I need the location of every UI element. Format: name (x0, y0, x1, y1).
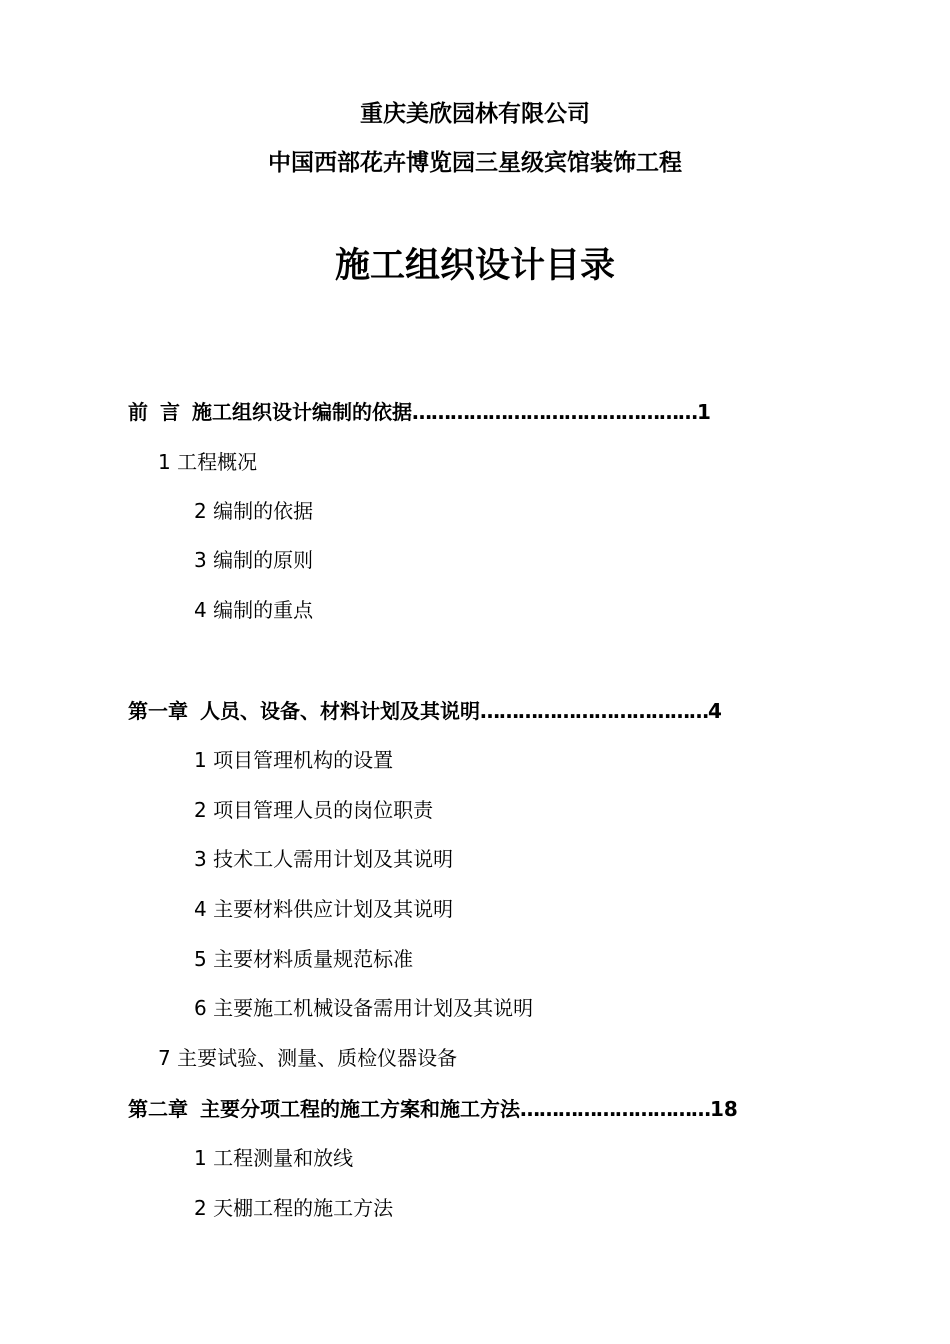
toc-preface-label-a: 前 (128, 400, 148, 424)
toc-item: 1 工程概况 (158, 450, 258, 474)
toc-item: 1 工程测量和放线 (194, 1146, 354, 1170)
toc-item: 3 编制的原则 (194, 548, 314, 572)
toc-chapter-title: 主要分项工程的施工方案和施工方法 (200, 1097, 520, 1121)
toc-leader: ………………………… (520, 1097, 710, 1121)
toc-item: 4 编制的重点 (194, 598, 314, 622)
toc-chapter-title: 人员、设备、材料计划及其说明 (200, 699, 480, 723)
project-name: 中国西部花卉博览园三星级宾馆装饰工程 (268, 150, 682, 176)
toc-item: 5 主要材料质量规范标准 (194, 947, 414, 971)
toc-item: 1 项目管理机构的设置 (194, 748, 394, 772)
toc-preface-title: 施工组织设计编制的依据 (192, 400, 412, 424)
toc-item: 7 主要试验、测量、质检仪器设备 (158, 1046, 458, 1070)
toc-item: 4 主要材料供应计划及其说明 (194, 897, 454, 921)
toc-preface (128, 398, 711, 426)
toc-chapter-label: 第二章 (128, 1097, 188, 1121)
toc-item: 3 技术工人需用计划及其说明 (194, 847, 454, 871)
document-title: 施工组织设计目录 (334, 246, 615, 286)
toc-item: 2 项目管理人员的岗位职责 (194, 798, 434, 822)
toc-chapter-label: 第一章 (128, 699, 188, 723)
toc-page-number: 1 (697, 400, 711, 424)
toc-preface-label-b: 言 (160, 400, 180, 424)
toc-chapter-2 (128, 1095, 738, 1123)
toc-item: 6 主要施工机械设备需用计划及其说明 (194, 996, 534, 1020)
toc-page-number: 4 (708, 699, 722, 723)
toc-item: 2 编制的依据 (194, 499, 314, 523)
toc-leader: ……………………………… (480, 699, 708, 723)
company-name: 重庆美欣园林有限公司 (360, 101, 590, 127)
toc-item: 2 天棚工程的施工方法 (194, 1196, 394, 1220)
toc-chapter-1 (128, 697, 722, 725)
toc-leader: ……………………………………… (412, 400, 697, 424)
toc-page-number: 18 (710, 1097, 738, 1121)
